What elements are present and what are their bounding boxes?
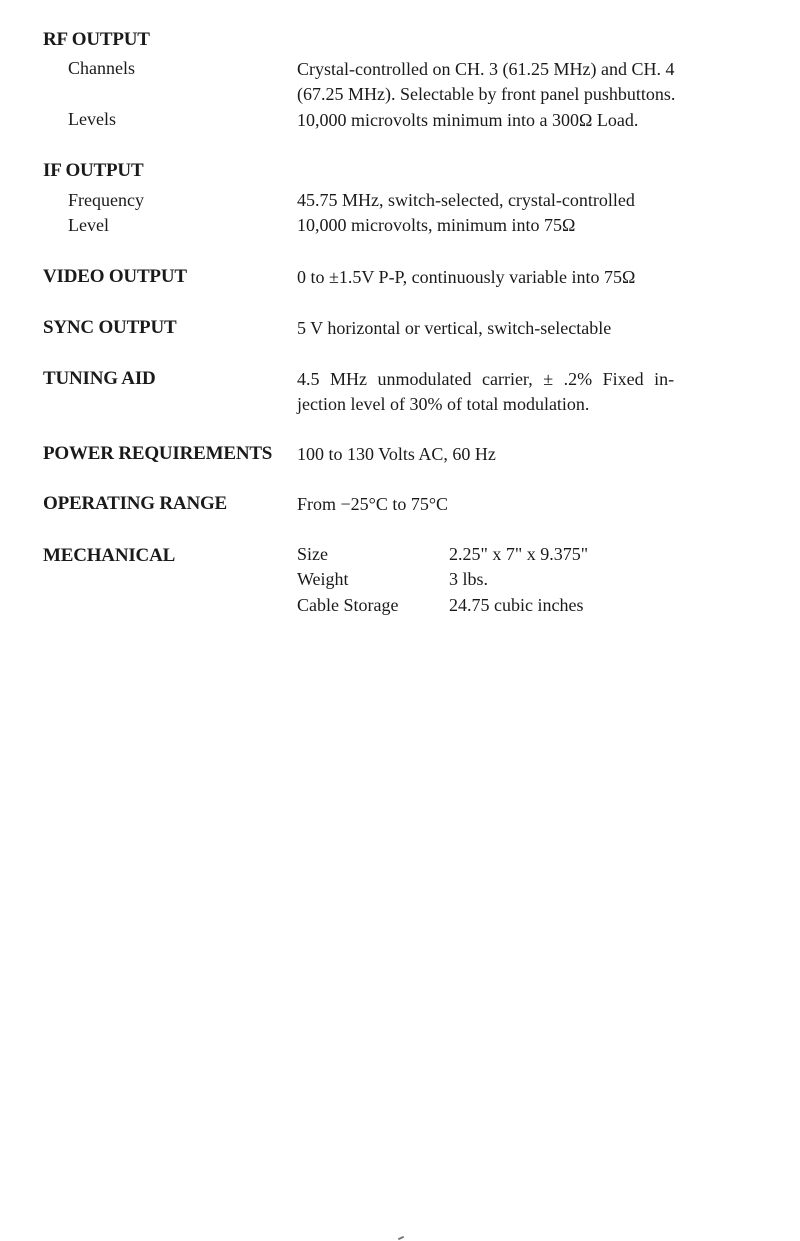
operating-range-value: From −25°C to 75°C bbox=[297, 494, 449, 514]
weight-label: Weight bbox=[297, 569, 349, 589]
level-value: 10,000 microvolts, minimum into 75Ω bbox=[297, 215, 576, 235]
channels-value-line1: Crystal-controlled on CH. 3 (61.25 MHz) and CH. 4 bbox=[297, 59, 675, 79]
video-output-heading: VIDEO OUTPUT bbox=[43, 266, 187, 287]
power-requirements-heading: POWER REQUIREMENTS bbox=[43, 443, 273, 464]
tuning-aid-value-line2: jection level of 30% of total modulation. bbox=[297, 394, 590, 414]
cable-storage-label: Cable Storage bbox=[297, 595, 399, 615]
level-label: Level bbox=[68, 215, 109, 235]
weight-value: 3 lbs. bbox=[449, 569, 489, 589]
tuning-aid-value-line1: 4.5 MHz unmodulated carrier, ± .2% Fixed in- bbox=[297, 369, 675, 389]
levels-label: Levels bbox=[68, 109, 116, 129]
sync-output-value: 5 V horizontal or vertical, switch-selectable bbox=[297, 318, 612, 338]
channels-value-line2: (67.25 MHz). Selectable by front panel pushbuttons. bbox=[297, 84, 676, 104]
size-value: 2.25" x 7" x 9.375" bbox=[449, 544, 589, 564]
power-requirements-value: 100 to 130 Volts AC, 60 Hz bbox=[297, 444, 496, 464]
rf-output-heading: RF OUTPUT bbox=[43, 29, 150, 50]
levels-value: 10,000 microvolts minimum into a 300Ω Load. bbox=[297, 110, 639, 130]
size-label: Size bbox=[297, 544, 328, 564]
channels-label: Channels bbox=[68, 58, 135, 78]
cable-storage-value: 24.75 cubic inches bbox=[449, 595, 584, 615]
frequency-value: 45.75 MHz, switch-selected, crystal-controlled bbox=[297, 190, 635, 210]
scan-speck bbox=[398, 1236, 404, 1240]
frequency-label: Frequency bbox=[68, 190, 144, 210]
if-output-heading: IF OUTPUT bbox=[43, 160, 144, 181]
sync-output-heading: SYNC OUTPUT bbox=[43, 317, 177, 338]
mechanical-heading: MECHANICAL bbox=[43, 545, 176, 566]
video-output-value: 0 to ±1.5V P-P, continuously variable into 75Ω bbox=[297, 267, 636, 287]
tuning-aid-heading: TUNING AID bbox=[43, 368, 156, 389]
operating-range-heading: OPERATING RANGE bbox=[43, 493, 228, 514]
